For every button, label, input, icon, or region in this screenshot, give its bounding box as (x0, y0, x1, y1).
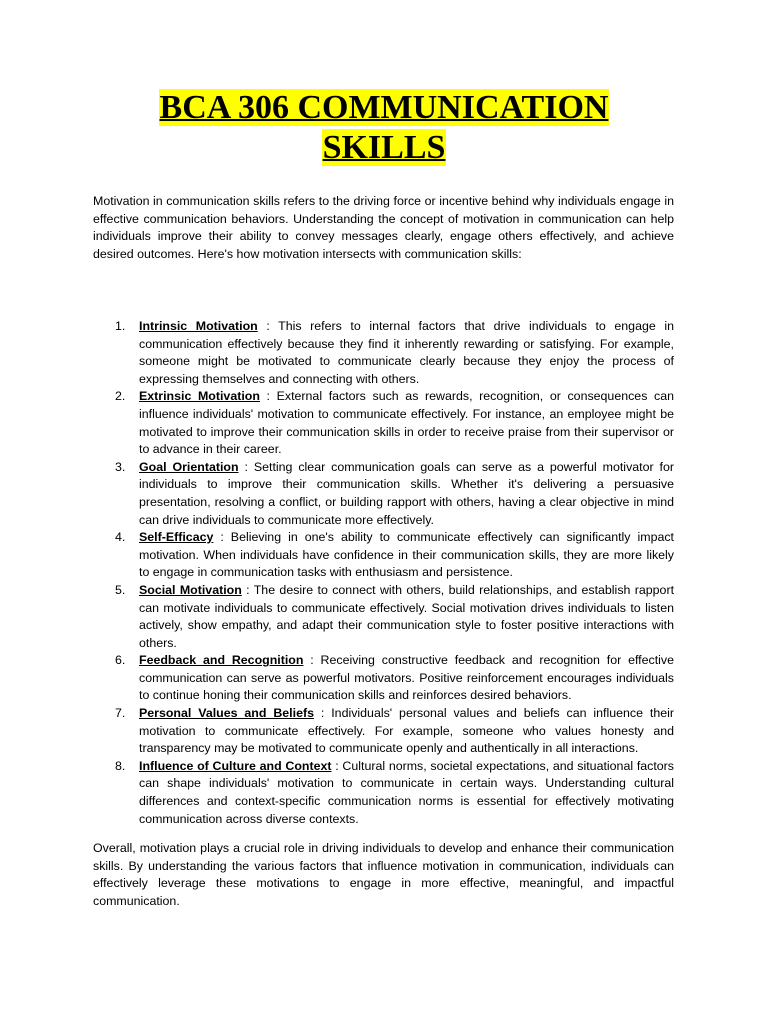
conclusion-paragraph: Overall, motivation plays a crucial role in driving individuals to develop and enhance their communication skills. By understanding the various factors that influence motivation in communication, individuals can effectively leverage these motivations to engage in more effective, meaningful, and impactful communication. (93, 841, 674, 908)
motivation-list (93, 318, 674, 828)
item-text: : Setting clear communication goals can serve as a powerful motivator for individuals to improve their communication skills. Whether it's delivering a persuasive presentation, resolving a conflict, or building rapport with others, having a clear objective in mind can drive individuals to communicate more effectively. (139, 459, 674, 527)
item-term: Self-Efficacy (139, 530, 214, 545)
item-term: Personal Values and Beliefs (139, 706, 314, 721)
item-text: : Believing in one's ability to communicate effectively can significantly impact motivation. When individuals have confidence in their communication skills, they are more likely to engage in communication tasks with enthusiasm and persistence. (139, 530, 674, 580)
title-line-2: SKILLS (322, 129, 446, 166)
item-number: 3. (115, 459, 126, 474)
list-item (93, 582, 674, 652)
item-number: 5. (115, 582, 126, 597)
item-number: 7. (115, 706, 126, 721)
item-term: Feedback and Recognition (139, 653, 304, 668)
item-term: Intrinsic Motivation (139, 319, 258, 333)
list-item (93, 705, 674, 758)
item-term: Influence of Culture and Context (139, 758, 332, 773)
item-text: : Individuals' personal values and beliefs can influence their motivation to communicate effectively. For example, someone who values honesty and transparency may be motivated to communicate openly and authentically in all interactions. (139, 706, 674, 756)
item-term: Extrinsic Motivation (139, 389, 260, 404)
item-text: : The desire to connect with others, build relationships, and establish rapport can motivate individuals to communicate effectively. Social motivation drives individuals to listen actively, show empathy, and adapt their communication style to foster positive interactions with others. (139, 582, 675, 650)
list-item (93, 318, 674, 388)
item-text: : Receiving constructive feedback and recognition for effective communication can serve as powerful motivators. Positive reinforcement encourages individuals to continue honing their communication skills and reinforces desired behaviors. (139, 653, 674, 703)
item-number: 6. (115, 653, 126, 668)
intro-paragraph: Motivation in communication skills refers to the driving force or incentive behind why individuals engage in effective communication behaviors. Understanding the concept of motivation in communication can help individuals improve their ability to convey messages clearly, engage others effectively, and achieve desired outcomes. Here's how motivation intersects with communication skills: (93, 194, 674, 261)
title-line-1: BCA 306 COMMUNICATION (159, 89, 609, 126)
item-number: 1. (115, 319, 126, 333)
page-title (0, 88, 768, 168)
list-item (93, 459, 674, 529)
list-item (93, 758, 674, 828)
item-text: : External factors such as rewards, recognition, or consequences can influence individuals' motivation to communicate effectively. For instance, an employee might be motivated to improve their communication skills in order to receive praise from their supervisor or to advance in their career. (139, 389, 674, 457)
item-number: 4. (115, 530, 126, 545)
item-term: Social Motivation (139, 582, 242, 597)
list-item (93, 529, 674, 582)
item-term: Goal Orientation (139, 459, 239, 474)
item-number: 8. (115, 758, 126, 773)
item-text: : Cultural norms, societal expectations, and situational factors can shape individuals' motivation to communicate in certain ways. Understanding cultural differences and context-specific communication norms is essential for effectively motivating communication across diverse contexts. (139, 758, 674, 826)
list-item (93, 388, 674, 458)
list-item (93, 652, 674, 705)
item-text: : This refers to internal factors that drive individuals to engage in communication effectively because they find it inherently rewarding or satisfying. For example, someone might be motivated to communicate clearly because they enjoy the process of expressing themselves and connecting with others. (139, 319, 674, 386)
item-number: 2. (115, 389, 126, 404)
